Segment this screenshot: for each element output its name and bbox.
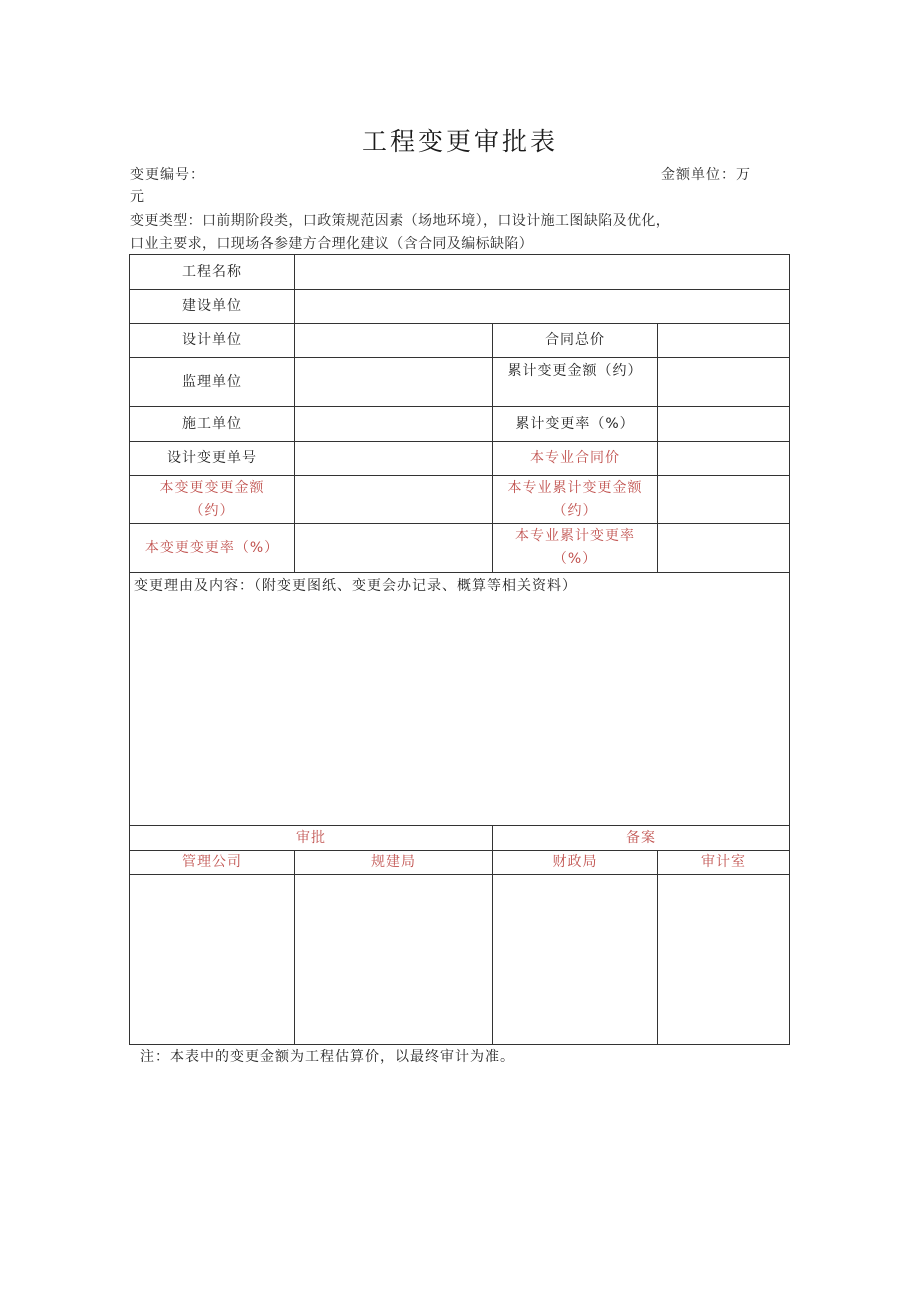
specialty-contract-price-label: 本专业合同价	[530, 450, 620, 466]
contract-total-field[interactable]	[658, 324, 789, 357]
specialty-contract-price-field[interactable]	[658, 442, 789, 475]
change-type-line-1: 变更类型：口前期阶段类，口政策规范因素（场地环境），口设计施工图缺陷及优化，	[130, 213, 671, 229]
design-change-no-field[interactable]	[295, 442, 492, 475]
this-change-rate-field[interactable]	[295, 524, 492, 572]
supervision-unit-field[interactable]	[295, 358, 492, 406]
footnote: 注：本表中的变更金额为工程估算价，以最终审计为准。	[140, 1049, 515, 1065]
specialty-cumulative-rate-field[interactable]	[658, 524, 789, 572]
filing-header: 备案	[626, 829, 656, 846]
construction-unit-field[interactable]	[295, 290, 789, 323]
project-name-field[interactable]	[295, 255, 789, 289]
builder-unit-field[interactable]	[295, 407, 492, 441]
audit-office-header: 审计室	[701, 854, 746, 870]
cumulative-change-rate-field[interactable]	[658, 407, 789, 441]
project-name-label: 工程名称	[182, 263, 242, 280]
planning-bureau-header: 规建局	[371, 854, 416, 870]
amount-unit-wrap: 元	[130, 189, 145, 205]
cumulative-change-amount-field[interactable]	[658, 358, 789, 406]
specialty-cumulative-amount-label: 本专业累计变更金额 （约）	[507, 479, 643, 519]
change-reason-label: 变更理由及内容：（附变更图纸、变更会办记录、概算等相关资料）	[134, 578, 577, 594]
cumulative-change-rate-label: 累计变更率（%）	[515, 415, 635, 432]
management-company-header: 管理公司	[182, 854, 242, 870]
design-unit-field[interactable]	[295, 324, 492, 357]
approval-header: 审批	[296, 829, 326, 846]
audit-office-signature[interactable]	[658, 875, 789, 1044]
this-change-rate-label: 本变更变更率（%）	[144, 539, 280, 556]
management-company-signature[interactable]	[130, 875, 294, 1044]
construction-unit-label: 建设单位	[182, 298, 242, 314]
cumulative-change-amount-label: 累计变更金额（约）	[507, 362, 643, 379]
planning-bureau-signature[interactable]	[295, 875, 492, 1044]
specialty-cumulative-rate-label: 本专业累计变更率 （%）	[515, 528, 635, 567]
this-change-amount-field[interactable]	[295, 476, 492, 523]
supervision-unit-label: 监理单位	[182, 373, 242, 390]
change-type-line-2: 口业主要求，口现场各参建方合理化建议（含合同及编标缺陷）	[130, 236, 534, 252]
change-no-label: 变更编号：	[130, 167, 205, 183]
page-title: 工程变更审批表	[361, 127, 558, 156]
amount-unit-label: 金额单位：万	[661, 167, 751, 183]
specialty-cumulative-amount-field[interactable]	[658, 476, 789, 523]
change-reason-field[interactable]	[130, 598, 789, 824]
design-unit-label: 设计单位	[182, 332, 242, 348]
contract-total-label: 合同总价	[545, 332, 605, 348]
this-change-amount-label: 本变更变更金额 （约）	[159, 479, 265, 519]
design-change-no-label: 设计变更单号	[167, 450, 257, 466]
finance-bureau-signature[interactable]	[493, 875, 657, 1044]
finance-bureau-header: 财政局	[552, 854, 598, 870]
builder-unit-label: 施工单位	[182, 415, 242, 432]
